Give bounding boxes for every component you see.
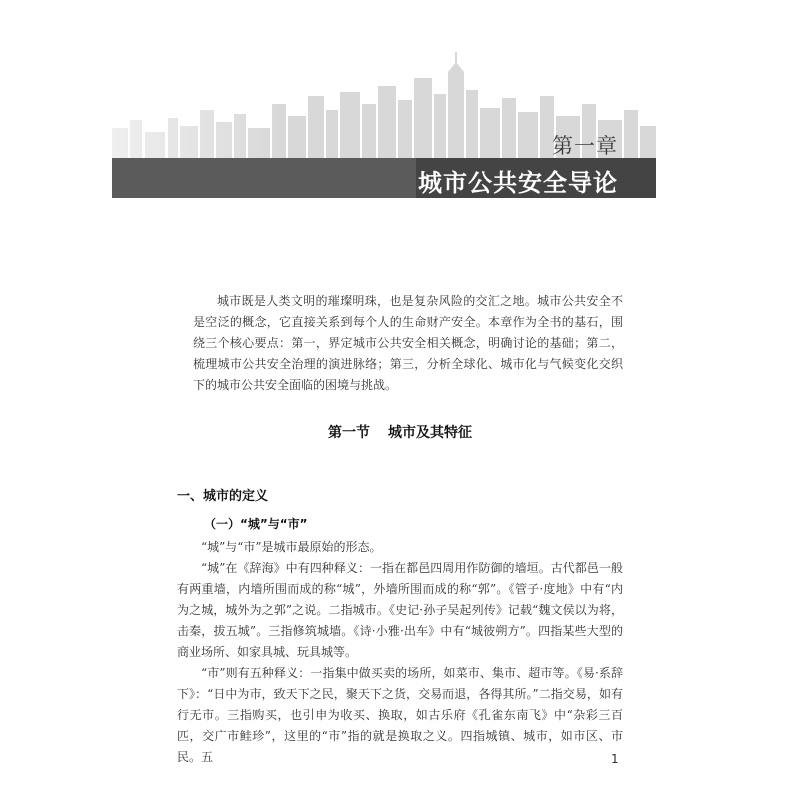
chapter-label: 第一章 (552, 134, 618, 158)
chapter-header-band (0, 0, 800, 200)
section-number: 第一节 (328, 425, 370, 441)
section-heading (0, 422, 800, 442)
subsection-heading: 一、城市的定义 (177, 489, 269, 504)
body-paragraph: “城”在《辞海》中有四种释义：一指在都邑四周用作防御的墙垣。古代都邑一般有两重墙，内墙所围而成的称“城”，外墙所围而成的称“郭”。《管子·度地》中有“内为之城，城外为之郭”之说。二指城市。《史记·孙子吴起列传》记载“魏文侯以为将，击秦，拔五城”。三指修筑城墙。《诗·小雅·出车》中有“城彼朔方”。四指某些大型的商业场所、如家具城、玩具城等。 (177, 561, 623, 659)
section-title: 城市及其特征 (388, 425, 472, 441)
body-text (177, 537, 623, 768)
sub-subsection-heading: （一）“城”与“市” (204, 517, 308, 531)
chapter-intro-paragraph: 城市既是人类文明的璀璨明珠，也是复杂风险的交汇之地。城市公共安全不是空泛的概念，它直接关系到每个人的生命财产安全。本章作为全书的基石，围绕三个核心要点：第一，界定城市公共安全相关概念，明确讨论的基础；第二，梳理城市公共安全治理的演进脉络；第三，分析全球化、城市化与气候变化交织下的城市公共安全面临的困境与挑战。 (193, 294, 623, 392)
page-number: 1 (611, 752, 619, 766)
body-paragraph: “市”则有五种释义：一指集中做买卖的场所，如菜市、集市、超市等。《易·系辞下》：“日中为市，致天下之民，聚天下之货，交易而退，各得其所。”二指交易，如有行无市。三指购买，也引申为收买、换取，如古乐府《孔雀东南飞》中“杂彩三百匹，交广市鲑珍”，这里的“市”指的就是换取之义。四指城镇、城市，如市区、市民。五 (177, 666, 623, 764)
body-paragraph: “城”与“市”是城市最原始的形态。 (201, 540, 382, 554)
chapter-title: 城市公共安全导论 (418, 169, 618, 197)
